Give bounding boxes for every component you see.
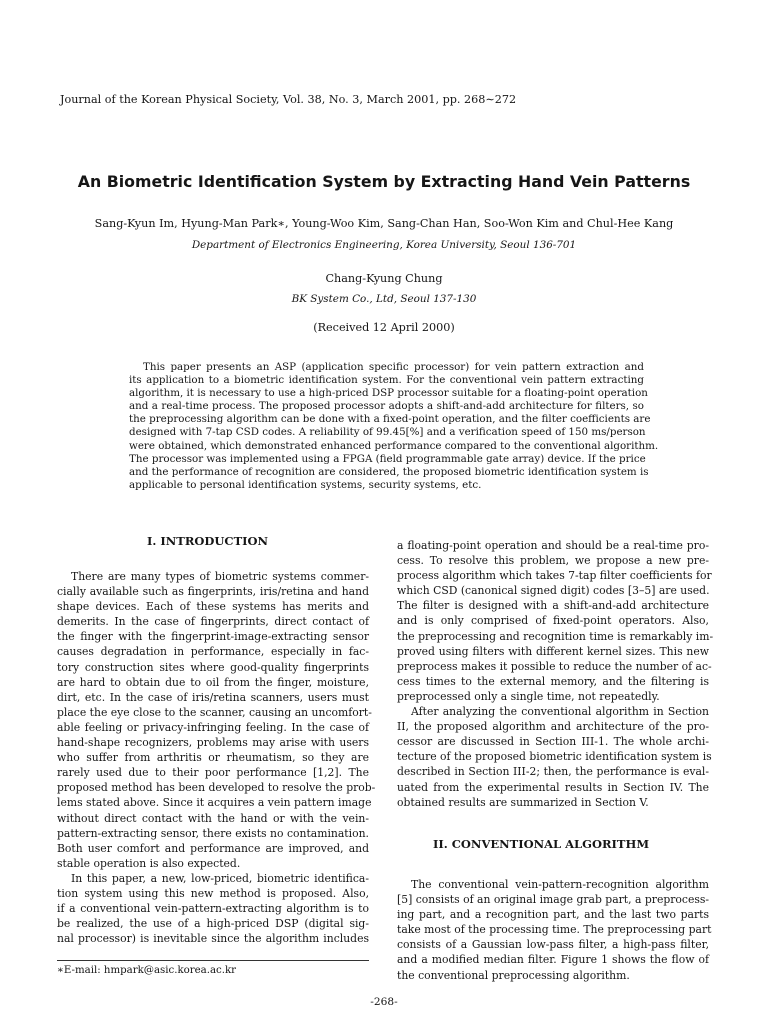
text-line: algorithm, it is necessary to use a high-priced DSP processor suitable for a floating-point operation	[129, 387, 648, 400]
section-1-text-left-column	[57, 569, 376, 946]
text-line: tory construction sites where good-quality fingerprints	[57, 660, 369, 674]
section-1-heading: I. INTRODUCTION	[147, 534, 269, 548]
text-line: consists of a Gaussian low-pass filter, a high-pass filter,	[397, 938, 709, 952]
text-line: The processor was implemented using a FPGA (field programmable gate array) device. If the price	[129, 452, 646, 465]
text-line: process algorithm which takes 7-tap filter coefficients for	[397, 569, 712, 583]
text-line: tion system using this new method is proposed. Also,	[57, 886, 369, 900]
abstract	[129, 361, 659, 492]
text-line: a floating-point operation and should be a real-time pro-	[397, 539, 709, 552]
text-line: were obtained, which demonstrated enhanced performance compared to the conventional algorithm.	[129, 439, 659, 452]
affiliation-1: Department of Electronics Engineering, Korea University, Seoul 136-701	[191, 239, 577, 251]
text-line: and the performance of recognition are considered, the proposed biometric identification system is	[129, 465, 649, 478]
text-line: uated from the experimental results in Section IV. The	[397, 780, 709, 794]
text-line: which CSD (canonical signed digit) codes [3–5] are used.	[397, 584, 710, 598]
text-line: take most of the processing time. The preprocessing part	[397, 923, 712, 937]
text-line: After analyzing the conventional algorithm in Section	[411, 705, 709, 719]
text-line: The filter is designed with a shift-and-add architecture	[397, 599, 709, 613]
author-2: Chang-Kyung Chung	[325, 272, 443, 285]
text-line: obtained results are summarized in Section V.	[397, 795, 649, 809]
text-line: the conventional preprocessing algorithm.	[397, 968, 630, 982]
page-number: -268-	[370, 996, 398, 1008]
text-line: and is only comprised of fixed-point operators. Also,	[397, 614, 709, 628]
text-line: dirt, etc. In the case of iris/retina scanners, users must	[57, 690, 369, 704]
text-line: place the eye close to the scanner, causing an uncomfort-	[57, 705, 372, 719]
text-line: cess. To resolve this problem, we propose a new pre-	[397, 554, 709, 568]
text-line: tecture of the proposed biometric identification system is	[397, 750, 712, 764]
text-line: described in Section III-2; then, the performance is eval-	[397, 765, 709, 779]
text-line: if a conventional vein-pattern-extracting algorithm is to	[57, 902, 369, 916]
text-line: the preprocessing algorithm can be done with a fixed-point operation, and the filter coefficients are	[129, 413, 651, 426]
section-2-text	[397, 877, 712, 983]
text-line: demerits. In the case of fingerprints, direct contact of	[57, 615, 369, 629]
text-line: the finger with the fingerprint-image-extracting sensor	[57, 630, 369, 644]
text-line: its application to a biometric identification system. For the conventional vein pattern extracting	[129, 374, 644, 387]
text-line: hand-shape recognizers, problems may arise with users	[57, 736, 369, 750]
text-line: II, the proposed algorithm and architecture of the pro-	[397, 720, 709, 734]
text-line: There are many types of biometric systems commer-	[71, 570, 369, 583]
text-line: are hard to obtain due to oil from the finger, moisture,	[57, 675, 369, 689]
text-line: The conventional vein-pattern-recognition algorithm	[411, 878, 709, 891]
text-line: who suffer from arthritis or rheumatism, so they are	[57, 751, 369, 765]
affiliation-2: BK System Co., Ltd, Seoul 137-130	[291, 293, 477, 305]
text-line: shape devices. Each of these systems has merits and	[57, 600, 369, 614]
text-line: nal processor) is inevitable since the algorithm includes	[57, 932, 369, 946]
text-line: stable operation is also expected.	[57, 856, 241, 870]
journal-citation: Journal of the Korean Physical Society, Vol. 38, No. 3, March 2001, pp. 268∼272	[60, 93, 517, 106]
text-line: ing part, and a recognition part, and the last two parts	[397, 908, 709, 922]
text-line: Both user comfort and performance are improved, and	[57, 841, 369, 855]
text-line: rarely used due to their poor performance [1,2]. The	[57, 766, 369, 780]
footnote-email: ∗E-mail: hmpark@asic.korea.ac.kr	[57, 965, 237, 976]
text-line: preprocess makes it possible to reduce the number of ac-	[397, 659, 712, 673]
text-line: able feeling or privacy-infringing feeling. In the case of	[57, 720, 369, 734]
text-line: and a modified median filter. Figure 1 shows the flow of	[397, 953, 709, 967]
text-line: without direct contact with the hand or with the vein-	[57, 811, 369, 825]
text-line: lems stated above. Since it acquires a vein pattern image	[57, 796, 372, 810]
text-line: pattern-extracting sensor, there exists no contamination.	[57, 826, 369, 840]
author-list: Sang-Kyun Im, Hyung-Man Park∗, Young-Woo Kim, Sang-Chan Han, Soo-Won Kim and Chul-Hee Kang	[94, 217, 674, 230]
text-line: preprocessed only a single time, not repeatedly.	[397, 689, 660, 703]
text-line: proved using filters with different kernel sizes. This new	[397, 644, 709, 658]
text-line: cessor are discussed in Section III-1. The whole archi-	[397, 735, 709, 749]
text-line: be realized, the use of a high-priced DSP (digital sig-	[57, 917, 369, 931]
text-line: causes degradation in performance, especially in fac-	[57, 645, 369, 659]
text-line: proposed method has been developed to resolve the prob-	[57, 781, 376, 795]
paper-title: An Biometric Identification System by Extracting Hand Vein Patterns	[77, 172, 691, 191]
received-date: (Received 12 April 2000)	[313, 321, 455, 334]
text-line: the preprocessing and recognition time is remarkably im-	[397, 629, 714, 643]
footnote-divider	[57, 960, 369, 961]
text-line: cially available such as fingerprints, iris/retina and hand	[57, 585, 369, 599]
text-line: This paper presents an ASP (application specific processor) for vein pattern extraction and	[143, 361, 644, 373]
text-line: cess times to the external memory, and the filtering is	[397, 674, 709, 688]
text-line: In this paper, a new, low-priced, biometric identifica-	[71, 871, 369, 885]
text-line: [5] consists of an original image grab part, a preprocess-	[397, 893, 710, 907]
text-line: designed with 7-tap CSD codes. A reliability of 99.45[%] and a verification speed of 150 ms/person	[129, 426, 646, 439]
text-line: and a real-time process. The proposed processor adopts a shift-and-add architecture for filters, so	[129, 400, 644, 413]
section-1-text-right-column	[397, 538, 714, 810]
text-line: applicable to personal identification systems, security systems, etc.	[129, 478, 482, 491]
section-2-heading: II. CONVENTIONAL ALGORITHM	[433, 837, 650, 851]
